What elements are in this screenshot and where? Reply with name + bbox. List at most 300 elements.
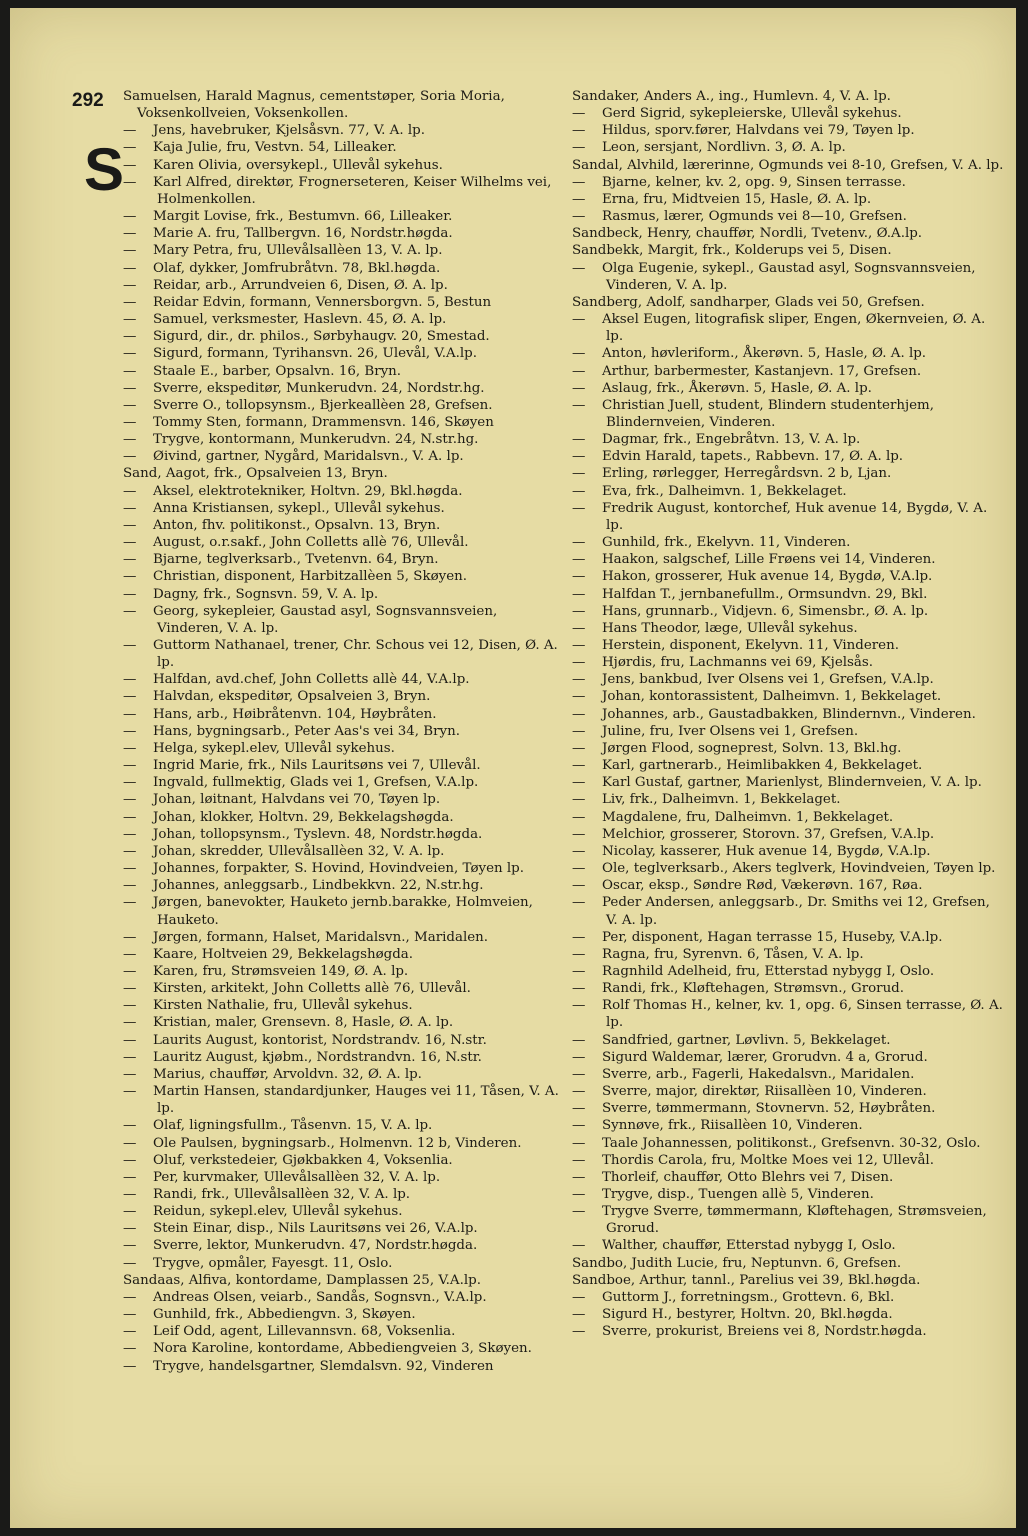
entry-text: Hjørdis, fru, Lachmanns vei 69, Kjelsås. <box>602 655 874 671</box>
directory-entry <box>572 1135 1004 1152</box>
directory-entry <box>123 1032 563 1049</box>
entry-text: Aksel, elektrotekniker, Holtvn. 29, Bkl.høgda. <box>153 483 463 499</box>
directory-entry <box>123 260 563 277</box>
directory-entry <box>572 586 1004 603</box>
entry-text: Mary Petra, fru, Ullevålsallèen 13, V. A. lp. <box>153 243 443 259</box>
entry-text: Hildus, sporv.fører, Halvdans vei 79, Tøyen lp. <box>602 123 915 139</box>
repeat-dash: — <box>572 946 586 962</box>
directory-entry <box>123 688 563 705</box>
entry-text: Ragnhild Adelheid, fru, Etterstad nybygg I, Oslo. <box>602 963 935 979</box>
repeat-dash: — <box>123 329 137 345</box>
directory-entry <box>123 277 563 294</box>
entry-text: Aslaug, frk., Åkerøvn. 5, Hasle, Ø. A. lp. <box>602 380 872 396</box>
repeat-dash: — <box>572 1118 586 1134</box>
directory-entry <box>572 688 1004 705</box>
repeat-dash: — <box>123 380 137 396</box>
entry-text: Trygve Sverre, tømmermann, Kløftehagen, Strømsveien, Grorud. <box>602 1204 987 1237</box>
entry-text: Karen, fru, Strømsveien 149, Ø. A. lp. <box>153 963 409 979</box>
repeat-dash: — <box>572 1032 586 1048</box>
repeat-dash: — <box>123 998 137 1014</box>
directory-entry <box>123 946 563 963</box>
entry-text: Christian Juell, student, Blindern studenterhjem, Blindernveien, Vinderen. <box>602 397 935 430</box>
repeat-dash: — <box>123 1118 137 1134</box>
directory-entry <box>123 1220 563 1237</box>
repeat-dash: — <box>572 363 586 379</box>
entry-text: Tommy Sten, formann, Drammensvn. 146, Skøyen <box>153 414 494 430</box>
entry-text: Trygve, kontormann, Munkerudvn. 24, N.str.hg. <box>153 432 479 448</box>
entry-text: Marius, chauffør, Arvoldvn. 32, Ø. A. lp. <box>153 1066 422 1082</box>
repeat-dash: — <box>123 1187 137 1202</box>
repeat-dash: — <box>123 157 137 173</box>
repeat-dash: — <box>572 895 586 911</box>
repeat-dash: — <box>123 963 137 979</box>
directory-entry <box>572 1100 1004 1117</box>
directory-entry <box>572 122 1004 139</box>
entry-text: Anton, høvleriform., Åkerøvn. 5, Hasle, Ø. A. lp. <box>602 346 927 362</box>
entry-text: Christian, disponent, Harbitzallèen 5, Skøyen. <box>153 569 468 585</box>
entry-text: Sverre, ekspeditør, Munkerudvn. 24, Nordstr.hg. <box>153 380 485 396</box>
entry-text: Oscar, eksp., Søndre Rød, Vækerøvn. 167, Røa. <box>602 878 923 894</box>
directory-entry <box>123 980 563 997</box>
directory-entry <box>572 809 1004 826</box>
directory-entry <box>123 311 563 328</box>
directory-entry <box>572 431 1004 448</box>
entry-text: Hans, arb., Høibråtenvn. 104, Høybråten. <box>153 706 437 722</box>
repeat-dash: — <box>123 226 137 242</box>
entry-text: Sverre, prokurist, Breiens vei 8, Nordstr.høgda. <box>602 1324 927 1340</box>
repeat-dash: — <box>572 432 586 448</box>
repeat-dash: — <box>123 758 137 774</box>
repeat-dash: — <box>123 946 137 962</box>
repeat-dash: — <box>572 723 586 739</box>
entry-text: Dagny, frk., Sognsvn. 59, V. A. lp. <box>153 586 379 602</box>
directory-entry <box>572 465 1004 482</box>
repeat-dash: — <box>123 740 137 756</box>
repeat-dash: — <box>572 346 586 362</box>
repeat-dash: — <box>572 620 586 636</box>
directory-entry <box>572 980 1004 997</box>
directory-entry <box>123 1186 563 1203</box>
entry-text: Sigurd, formann, Tyrihansvn. 26, Ulevål, V.A.lp. <box>153 346 477 362</box>
repeat-dash: — <box>572 655 586 671</box>
entry-text: Edvin Harald, tapets., Rabbevn. 17, Ø. A. lp. <box>602 449 904 465</box>
directory-entry <box>123 1169 563 1186</box>
directory-entry <box>572 791 1004 808</box>
directory-entry <box>572 620 1004 637</box>
repeat-dash: — <box>123 603 137 619</box>
surname-entry <box>123 465 563 482</box>
entry-text: Olga Eugenie, sykepl., Gaustad asyl, Sognsvannsveien, Vinderen, V. A. lp. <box>602 260 976 293</box>
entry-text: Thorleif, chauffør, Otto Blehrs vei 7, Disen. <box>602 1169 894 1185</box>
directory-entry <box>123 1083 563 1117</box>
entry-text: Ragna, fru, Syrenvn. 6, Tåsen, V. A. lp. <box>602 946 864 962</box>
directory-entry <box>572 1083 1004 1100</box>
repeat-dash: — <box>572 449 586 465</box>
repeat-dash: — <box>123 1135 137 1151</box>
entry-text: Ingvald, fullmektig, Glads vei 1, Grefsen, V.A.lp. <box>153 775 479 791</box>
directory-entry <box>123 723 563 740</box>
repeat-dash: — <box>572 1238 586 1254</box>
repeat-dash: — <box>123 260 137 276</box>
entry-text: Lauritz August, kjøbm., Nordstrandvn. 16, N.str. <box>153 1049 482 1065</box>
entry-text: Andreas Olsen, veiarb., Sandås, Sognsvn., V.A.lp. <box>153 1289 487 1305</box>
directory-entry <box>123 242 563 259</box>
directory-entry <box>572 1032 1004 1049</box>
directory-entry <box>572 380 1004 397</box>
entry-text: Magdalene, fru, Dalheimvn. 1, Bekkelaget. <box>602 809 894 825</box>
entry-text: Gerd Sigrid, sykepleierske, Ullevål sykehus. <box>602 106 902 122</box>
repeat-dash: — <box>572 638 586 653</box>
repeat-dash: — <box>572 312 586 328</box>
repeat-dash: — <box>572 1066 586 1082</box>
entry-text: Hakon, grosserer, Huk avenue 14, Bygdø, V.A.lp. <box>602 569 933 585</box>
repeat-dash: — <box>123 174 137 190</box>
entry-text: Sandaker, Anders A., ing., Humlevn. 4, V. A. lp. <box>572 89 891 104</box>
entry-text: Sverre O., tollopsynsm., Bjerkeallèen 28, Grefsen. <box>153 397 493 413</box>
repeat-dash: — <box>123 209 137 225</box>
repeat-dash: — <box>572 672 586 688</box>
entry-text: Halfdan, avd.chef, John Colletts allè 44, V.A.lp. <box>153 672 470 688</box>
entry-text: Hans, bygningsarb., Peter Aas's vei 34, Bryn. <box>153 723 460 739</box>
surname-entry <box>572 242 1004 259</box>
repeat-dash: — <box>123 500 137 516</box>
directory-entry <box>123 380 563 397</box>
repeat-dash: — <box>123 586 137 602</box>
directory-entry <box>572 603 1004 620</box>
repeat-dash: — <box>123 483 137 499</box>
repeat-dash: — <box>572 1324 586 1340</box>
repeat-dash: — <box>123 672 137 688</box>
repeat-dash: — <box>123 277 137 293</box>
entry-text: Sandaas, Alfiva, kontordame, Damplassen 25, V.A.lp. <box>123 1272 481 1288</box>
directory-entry <box>572 311 1004 345</box>
repeat-dash: — <box>572 140 586 156</box>
directory-entry <box>123 1117 563 1134</box>
directory-entry <box>572 534 1004 551</box>
directory-entry <box>123 448 563 465</box>
entry-text: Eva, frk., Dalheimvn. 1, Bekkelaget. <box>602 483 847 499</box>
entry-text: Trygve, opmåler, Fayesgt. 11, Oslo. <box>153 1255 393 1271</box>
repeat-dash: — <box>123 140 137 156</box>
repeat-dash: — <box>123 517 137 533</box>
entry-text: Reidar, arb., Arrundveien 6, Disen, Ø. A. lp. <box>153 277 448 293</box>
entry-text: Juline, fru, Iver Olsens vei 1, Grefsen. <box>602 723 859 739</box>
entry-text: Sigurd, dir., dr. philos., Sørbyhaugv. 20, Smestad. <box>153 329 490 345</box>
directory-entry <box>123 157 563 174</box>
entry-text: Trygve, handelsgartner, Slemdalsvn. 92, Vinderen <box>153 1358 494 1374</box>
repeat-dash: — <box>123 552 137 568</box>
repeat-dash: — <box>572 552 586 568</box>
repeat-dash: — <box>572 929 586 945</box>
directory-entry <box>123 534 563 551</box>
directory-entry <box>123 894 563 928</box>
directory-entry <box>572 706 1004 723</box>
directory-entry <box>123 963 563 980</box>
entry-text: Thordis Carola, fru, Moltke Moes vei 12, Ullevål. <box>602 1152 934 1168</box>
entry-text: Aksel Eugen, litografisk sliper, Engen, Økernveien, Ø. A. lp. <box>602 312 986 345</box>
repeat-dash: — <box>123 294 137 310</box>
directory-entry <box>572 671 1004 688</box>
repeat-dash: — <box>123 346 137 362</box>
entry-text: Per, kurvmaker, Ullevålsallèen 32, V. A. lp. <box>153 1169 441 1185</box>
directory-entry <box>123 843 563 860</box>
directory-entry <box>572 208 1004 225</box>
entry-text: Reidar Edvin, formann, Vennersborgvn. 5, Bestun <box>153 294 492 310</box>
repeat-dash: — <box>572 1049 586 1065</box>
directory-entry <box>123 174 563 208</box>
repeat-dash: — <box>123 414 137 430</box>
entry-text: Per, disponent, Hagan terrasse 15, Huseby, V.A.lp. <box>602 929 943 945</box>
repeat-dash: — <box>123 1341 137 1357</box>
repeat-dash: — <box>123 1238 137 1254</box>
directory-entry <box>572 740 1004 757</box>
repeat-dash: — <box>123 1015 137 1031</box>
entry-text: Karl Alfred, direktør, Frognerseteren, Keiser Wilhelms vei, Holmenkollen. <box>153 174 552 207</box>
entry-text: Kaja Julie, fru, Vestvn. 54, Lilleaker. <box>153 140 397 156</box>
repeat-dash: — <box>123 312 137 328</box>
repeat-dash: — <box>572 1289 586 1305</box>
surname-entry <box>123 1272 563 1289</box>
directory-entry <box>572 877 1004 894</box>
entry-text: Jens, havebruker, Kjelsåsvn. 77, V. A. lp. <box>153 123 425 139</box>
repeat-dash: — <box>572 535 586 551</box>
directory-entry <box>123 345 563 362</box>
entry-text: Rasmus, lærer, Ogmunds vei 8—10, Grefsen. <box>602 209 907 225</box>
repeat-dash: — <box>572 1152 586 1168</box>
repeat-dash: — <box>572 500 586 516</box>
repeat-dash: — <box>572 483 586 499</box>
repeat-dash: — <box>572 775 586 791</box>
directory-entry <box>572 397 1004 431</box>
entry-text: Johan, klokker, Holtvn. 29, Bekkelagshøgda. <box>153 809 454 825</box>
repeat-dash: — <box>572 191 586 207</box>
repeat-dash: — <box>123 397 137 413</box>
entry-text: Halfdan T., jernbanefullm., Ormsundvn. 29, Bkl. <box>602 586 928 602</box>
repeat-dash: — <box>572 106 586 122</box>
entry-text: Ole, teglverksarb., Akers teglverk, Hovindveien, Tøyen lp. <box>602 861 996 877</box>
entry-text: Johan, kontorassistent, Dalheimvn. 1, Bekkelaget. <box>602 689 942 705</box>
entry-text: Gunhild, frk., Abbediengvn. 3, Skøyen. <box>153 1307 416 1323</box>
repeat-dash: — <box>123 1358 137 1374</box>
repeat-dash: — <box>572 1307 586 1323</box>
repeat-dash: — <box>123 861 137 877</box>
entry-text: Walther, chauffør, Etterstad nybygg I, Oslo. <box>602 1238 896 1254</box>
repeat-dash: — <box>123 1152 137 1168</box>
entry-text: Randi, frk., Ullevålsallèen 32, V. A. lp. <box>153 1187 411 1202</box>
repeat-dash: — <box>123 535 137 551</box>
entry-text: Sandfried, gartner, Løvlivn. 5, Bekkelaget. <box>602 1032 891 1048</box>
entry-text: Melchior, grosserer, Storovn. 37, Grefsen, V.A.lp. <box>602 826 935 842</box>
entry-text: Dagmar, frk., Engebråtvn. 13, V. A. lp. <box>602 432 861 448</box>
repeat-dash: — <box>123 1084 137 1100</box>
directory-entry <box>123 551 563 568</box>
entry-text: Laurits August, kontorist, Nordstrandv. 16, N.str. <box>153 1032 487 1048</box>
directory-entry <box>123 826 563 843</box>
directory-entry <box>572 826 1004 843</box>
repeat-dash: — <box>572 861 586 877</box>
entry-text: Guttorm Nathanael, trener, Chr. Schous vei 12, Disen, Ø. A. lp. <box>153 638 558 671</box>
directory-entry <box>572 260 1004 294</box>
entry-text: Arthur, barbermester, Kastanjevn. 17, Grefsen. <box>602 363 922 379</box>
entry-text: Anna Kristiansen, sykepl., Ullevål sykehus. <box>153 500 445 516</box>
entry-text: Guttorm J., forretningsm., Grottevn. 6, Bkl. <box>602 1289 895 1305</box>
directory-entry <box>123 363 563 380</box>
directory-entry <box>123 517 563 534</box>
directory-entry <box>123 757 563 774</box>
directory-entry <box>123 809 563 826</box>
entry-text: Hans, grunnarb., Vidjevn. 6, Simensbr., Ø. A. lp. <box>602 603 929 619</box>
directory-entry <box>123 500 563 517</box>
entry-text: Oluf, verkstedeier, Gjøkbakken 4, Voksenlia. <box>153 1152 453 1168</box>
entry-text: Sandboe, Arthur, tannl., Parelius vei 39, Bkl.høgda. <box>572 1272 921 1288</box>
directory-entry <box>572 448 1004 465</box>
entry-text: Taale Johannessen, politikonst., Grefsenvn. 30-32, Oslo. <box>602 1135 981 1151</box>
directory-entry <box>572 1066 1004 1083</box>
directory-entry <box>123 568 563 585</box>
directory-entry <box>123 431 563 448</box>
repeat-dash: — <box>123 792 137 808</box>
entry-text: Ingrid Marie, frk., Nils Lauritsøns vei 7, Ullevål. <box>153 758 481 774</box>
entry-text: Olaf, dykker, Jomfrubråtvn. 78, Bkl.høgda. <box>153 260 441 276</box>
directory-entry <box>123 208 563 225</box>
entry-text: Kirsten Nathalie, fru, Ullevål sykehus. <box>153 998 413 1014</box>
repeat-dash: — <box>123 1204 137 1220</box>
entry-text: Martin Hansen, standardjunker, Hauges vei 11, Tåsen, V. A. lp. <box>153 1084 559 1117</box>
directory-entry <box>123 1289 563 1306</box>
surname-entry <box>123 88 563 122</box>
surname-entry <box>572 88 1004 105</box>
directory-entry <box>123 122 563 139</box>
repeat-dash: — <box>123 1324 137 1340</box>
repeat-dash: — <box>572 1101 586 1117</box>
entry-text: Johan, tollopsynsm., Tyslevn. 48, Nordstr.høgda. <box>153 826 483 842</box>
directory-entry <box>123 1135 563 1152</box>
directory-entry <box>123 1203 563 1220</box>
directory-entry <box>123 483 563 500</box>
directory-entry <box>572 1237 1004 1254</box>
repeat-dash: — <box>123 689 137 705</box>
directory-entry <box>572 757 1004 774</box>
repeat-dash: — <box>123 1169 137 1185</box>
directory-entry <box>572 894 1004 928</box>
repeat-dash: — <box>123 775 137 791</box>
directory-entry <box>123 791 563 808</box>
repeat-dash: — <box>123 1289 137 1305</box>
repeat-dash: — <box>123 826 137 842</box>
directory-entry <box>123 671 563 688</box>
directory-entry <box>572 139 1004 156</box>
directory-entry <box>123 1340 563 1357</box>
surname-entry <box>572 225 1004 242</box>
entry-text: Bjarne, kelner, kv. 2, opg. 9, Sinsen terrasse. <box>602 174 906 190</box>
entry-text: Erna, fru, Midtveien 15, Hasle, Ø. A. lp. <box>602 191 872 207</box>
repeat-dash: — <box>123 981 137 997</box>
directory-page <box>10 8 1016 1528</box>
repeat-dash: — <box>123 123 137 139</box>
repeat-dash: — <box>123 843 137 859</box>
directory-entry <box>572 860 1004 877</box>
directory-entry <box>123 1323 563 1340</box>
directory-entry <box>123 328 563 345</box>
directory-entry <box>123 860 563 877</box>
directory-entry <box>572 843 1004 860</box>
repeat-dash: — <box>572 706 586 722</box>
entry-text: Jørgen, banevokter, Hauketo jernb.barakke, Holmveien, Hauketo. <box>153 895 533 928</box>
entry-text: Sverre, lektor, Munkerudvn. 47, Nordstr.høgda. <box>153 1238 478 1254</box>
repeat-dash: — <box>572 689 586 705</box>
entry-text: Anton, fhv. politikonst., Opsalvn. 13, Bryn. <box>153 517 441 533</box>
surname-entry <box>572 157 1004 174</box>
entry-text: Sandbeck, Henry, chauffør, Nordli, Tvetenv., Ø.A.lp. <box>572 226 923 242</box>
entry-text: Fredrik August, kontorchef, Huk avenue 14, Bygdø, V. A. lp. <box>602 500 988 533</box>
directory-entry <box>572 1203 1004 1237</box>
entry-text: Sverre, major, direktør, Riisallèen 10, Vinderen. <box>602 1084 927 1100</box>
surname-entry <box>572 294 1004 311</box>
entry-text: Samuelsen, Harald Magnus, cementstøper, Soria Moria, Voksenkollveien, Voksenkollen. <box>123 89 505 122</box>
repeat-dash: — <box>123 1221 137 1237</box>
repeat-dash: — <box>123 809 137 825</box>
directory-entry <box>572 723 1004 740</box>
directory-entry <box>572 1323 1004 1340</box>
directory-entry <box>123 1306 563 1323</box>
repeat-dash: — <box>572 380 586 396</box>
repeat-dash: — <box>572 397 586 413</box>
repeat-dash: — <box>123 1255 137 1271</box>
repeat-dash: — <box>572 981 586 997</box>
directory-entry <box>123 877 563 894</box>
directory-entry <box>123 414 563 431</box>
repeat-dash: — <box>572 174 586 190</box>
repeat-dash: — <box>572 878 586 894</box>
entry-text: Johannes, arb., Gaustadbakken, Blindernvn., Vinderen. <box>602 706 976 722</box>
entry-text: Johan, skredder, Ullevålsallèen 32, V. A. lp. <box>153 843 445 859</box>
entry-text: Samuel, verksmester, Haslevn. 45, Ø. A. lp. <box>153 312 447 328</box>
directory-entry <box>572 1306 1004 1323</box>
entry-text: Sigurd Waldemar, lærer, Grorudvn. 4 a, Grorud. <box>602 1049 928 1065</box>
entry-text: Stein Einar, disp., Nils Lauritsøns vei 26, V.A.lp. <box>153 1221 478 1237</box>
entry-text: Staale E., barber, Opsalvn. 16, Bryn. <box>153 363 402 379</box>
directory-entry <box>572 654 1004 671</box>
entry-text: Leon, sersjant, Nordlivn. 3, Ø. A. lp. <box>602 140 846 156</box>
entry-text: Helga, sykepl.elev, Ullevål sykehus. <box>153 740 395 756</box>
directory-entry <box>123 1237 563 1254</box>
directory-entry <box>123 603 563 637</box>
repeat-dash: — <box>572 758 586 774</box>
repeat-dash: — <box>572 1187 586 1202</box>
entry-text: Haakon, salgschef, Lille Frøens vei 14, Vinderen. <box>602 552 936 568</box>
entry-text: Sand, Aagot, frk., Opsalveien 13, Bryn. <box>123 466 388 482</box>
directory-entry <box>123 997 563 1014</box>
entry-text: Liv, frk., Dalheimvn. 1, Bekkelaget. <box>602 792 841 808</box>
entry-text: Karl Gustaf, gartner, Marienlyst, Blindernveien, V. A. lp. <box>602 775 982 791</box>
directory-entry <box>572 363 1004 380</box>
entry-text: Nora Karoline, kontordame, Abbediengveien 3, Skøyen. <box>153 1341 532 1357</box>
directory-entry <box>123 1152 563 1169</box>
entry-text: Hans Theodor, læge, Ullevål sykehus. <box>602 620 858 636</box>
page-number: 292 <box>72 90 104 111</box>
directory-entry <box>123 586 563 603</box>
directory-entry <box>572 1186 1004 1203</box>
directory-entry <box>572 191 1004 208</box>
entry-text: Øivind, gartner, Nygård, Maridalsvn., V. A. lp. <box>153 449 464 465</box>
directory-entry <box>123 1255 563 1272</box>
repeat-dash: — <box>572 740 586 756</box>
directory-entry <box>123 1066 563 1083</box>
entry-text: Karl, gartnerarb., Heimlibakken 4, Bekkelaget. <box>602 758 923 774</box>
surname-entry <box>572 1255 1004 1272</box>
entry-text: Herstein, disponent, Ekelyvn. 11, Vinderen. <box>602 638 899 653</box>
directory-entry <box>123 929 563 946</box>
